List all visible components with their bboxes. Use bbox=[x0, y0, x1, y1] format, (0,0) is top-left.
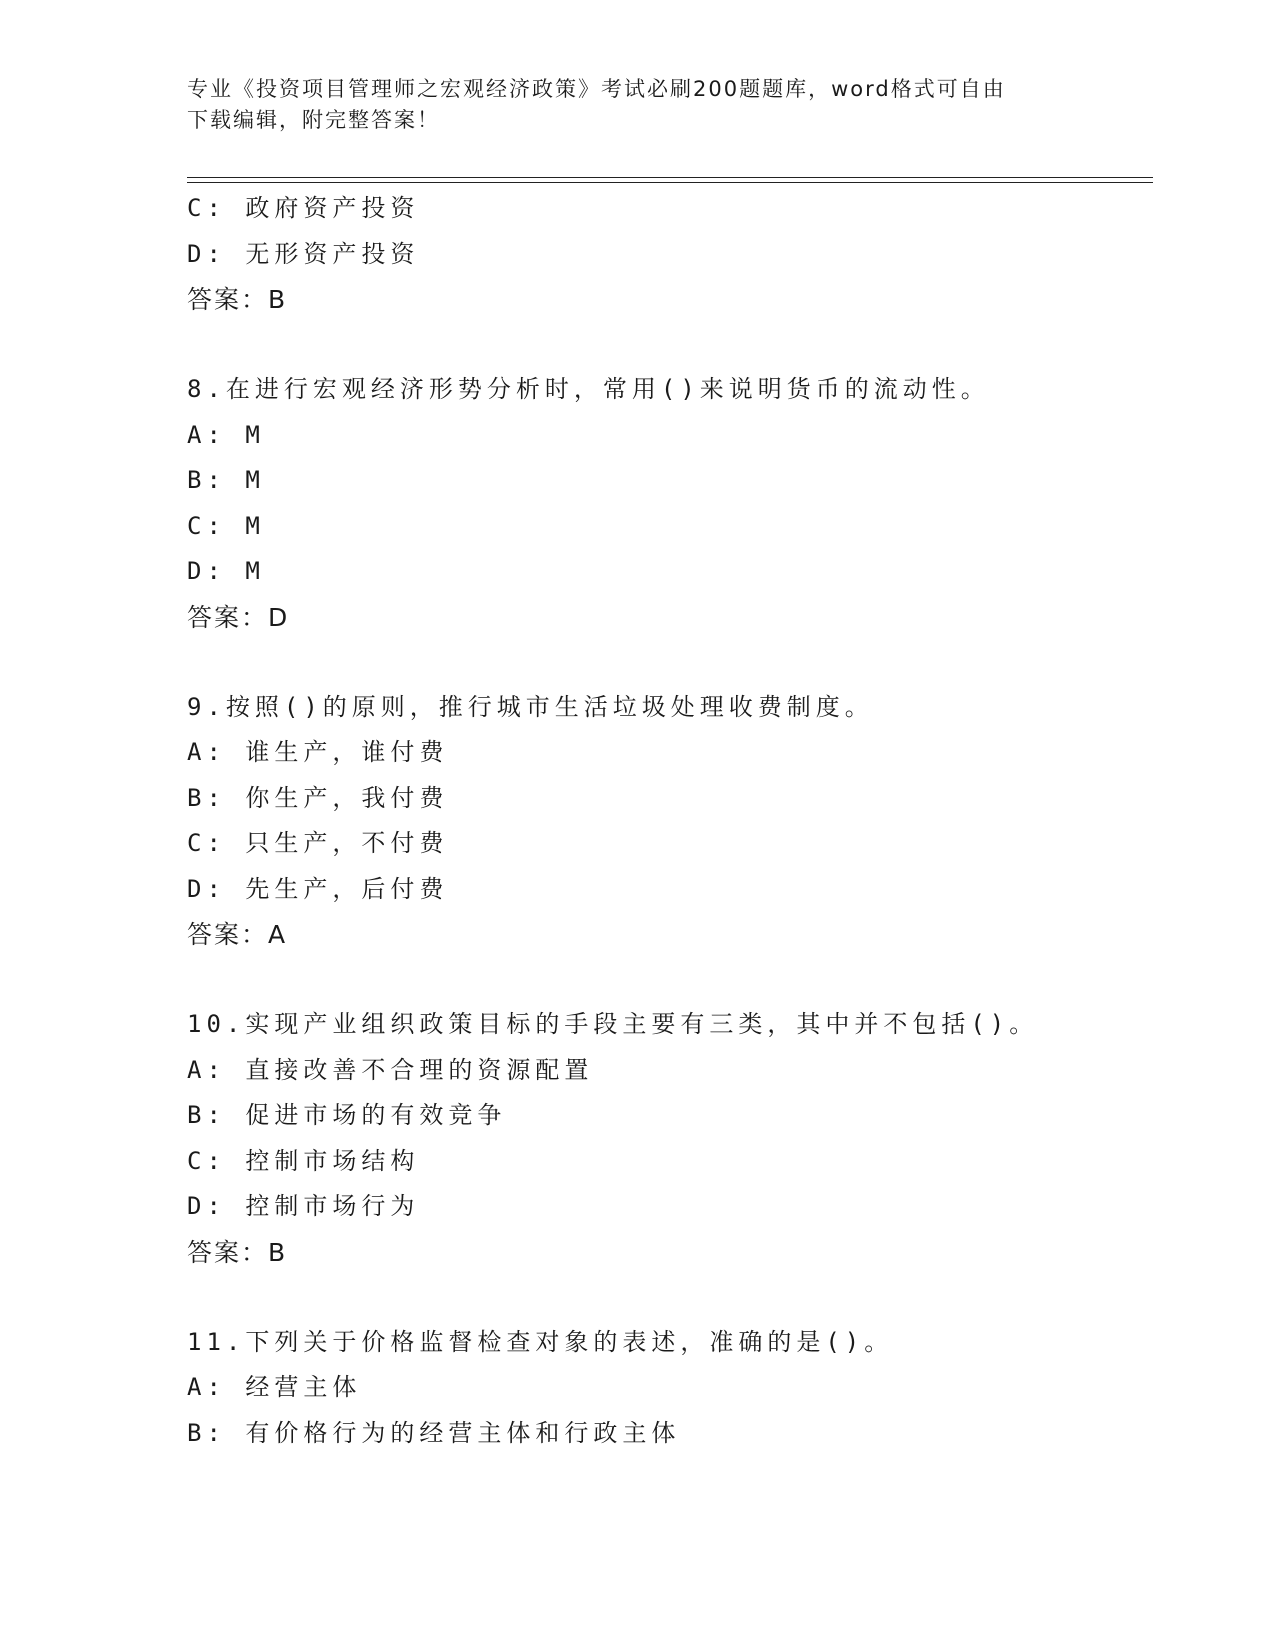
option-b: B: 有价格行为的经营主体和行政主体 bbox=[187, 1418, 681, 1447]
spacer bbox=[187, 641, 1153, 685]
option-a: A: M bbox=[187, 420, 265, 449]
spacer bbox=[187, 323, 1153, 367]
answer: 答案：A bbox=[187, 920, 288, 949]
option-b: B: 你生产，我付费 bbox=[187, 783, 449, 812]
option-c: C: M bbox=[187, 511, 265, 540]
question-text: 11.下列关于价格监督检查对象的表述，准确的是()。 bbox=[187, 1327, 894, 1356]
header-divider-top bbox=[187, 177, 1153, 178]
option-a: A: 谁生产，谁付费 bbox=[187, 738, 449, 766]
header-divider-bottom bbox=[187, 182, 1153, 183]
option-a: A: 直接改善不合理的资源配置 bbox=[187, 1055, 594, 1084]
option-b: B: M bbox=[187, 466, 265, 494]
option-d: D: M bbox=[187, 557, 265, 585]
option-a: A: 经营主体 bbox=[187, 1373, 362, 1401]
question-text: 8.在进行宏观经济形势分析时，常用()来说明货币的流动性。 bbox=[187, 375, 990, 403]
answer: 答案：D bbox=[187, 602, 290, 632]
spacer bbox=[187, 958, 1153, 1002]
header-line-1: 专业《投资项目管理师之宏观经济政策》考试必刷200题题库，word格式可自由 bbox=[187, 77, 1006, 101]
option-c: C: 只生产，不付费 bbox=[187, 829, 449, 857]
question-text: 9.按照()的原则，推行城市生活垃圾处理收费制度。 bbox=[187, 692, 874, 721]
option-d: D: 控制市场行为 bbox=[187, 1192, 420, 1220]
option-c: C: 政府资产投资 bbox=[187, 194, 420, 222]
document-header bbox=[187, 74, 1087, 136]
option-c: C: 控制市场结构 bbox=[187, 1146, 420, 1175]
answer: 答案：B bbox=[187, 285, 288, 314]
question-text: 10.实现产业组织政策目标的手段主要有三类，其中并不包括()。 bbox=[187, 1010, 1039, 1038]
question-list bbox=[187, 186, 1153, 1456]
option-d: D: 先生产，后付费 bbox=[187, 874, 449, 903]
spacer bbox=[187, 1276, 1153, 1320]
answer: 答案：B bbox=[187, 1237, 288, 1267]
header-line-2: 下载编辑，附完整答案！ bbox=[187, 108, 440, 132]
option-d: D: 无形资产投资 bbox=[187, 239, 420, 268]
option-b: B: 促进市场的有效竞争 bbox=[187, 1101, 507, 1129]
